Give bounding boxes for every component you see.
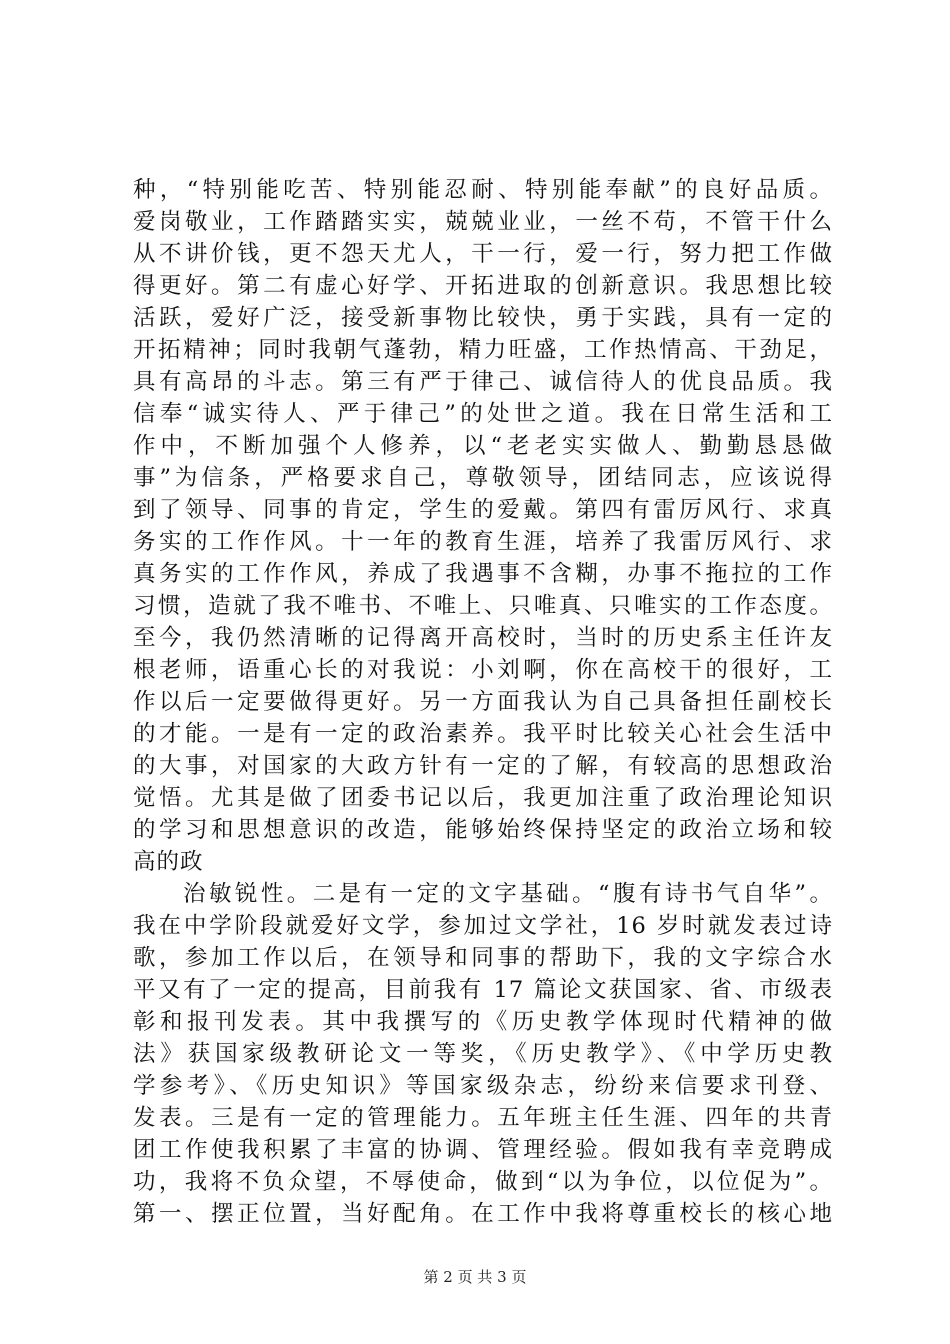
body-text: [133, 174, 833, 1230]
page-footer: 第 2 页 共 3 页: [423, 1268, 527, 1286]
text-line: 我在中学阶段就爱好文学，参加过文学社，16 岁时就发表过诗: [133, 913, 833, 939]
text-line: 事”为信条，严格要求自己，尊敬领导，团结同志，应该说得: [133, 465, 833, 491]
paragraph-1: [133, 174, 833, 878]
text-line: 法》获国家级教研论文一等奖，《历史教学》、《中学历史教: [133, 1041, 833, 1067]
text-line: 歌，参加工作以后，在领导和同事的帮助下，我的文字综合水: [133, 945, 833, 971]
text-line: 至今，我仍然清晰的记得离开高校时，当时的历史系主任许友: [133, 625, 833, 651]
text-line: 信奉“诚实待人、严于律己”的处世之道。我在日常生活和工: [133, 401, 833, 427]
text-line: 真务实的工作作风，养成了我遇事不含糊，办事不拖拉的工作: [133, 561, 833, 587]
text-line: 高的政: [133, 849, 204, 875]
text-line: 爱岗敬业，工作踏踏实实，兢兢业业，一丝不苟，不管干什么: [133, 209, 833, 235]
text-line: 活跃，爱好广泛，接受新事物比较快，勇于实践，具有一定的: [133, 305, 833, 331]
paragraph-2: [133, 878, 833, 1230]
text-line: 第一、摆正位置，当好配角。在工作中我将尊重校长的核心地: [133, 1201, 833, 1227]
text-line: 作中，不断加强个人修养，以“老老实实做人、勤勤恳恳做: [133, 433, 833, 459]
text-line: 到了领导、同事的肯定，学生的爱戴。第四有雷厉风行、求真: [133, 497, 833, 523]
text-line: 根老师，语重心长的对我说：小刘啊，你在高校干的很好，工: [133, 657, 833, 683]
text-line: 务实的工作作风。十一年的教育生涯，培养了我雷厉风行、求: [133, 529, 833, 555]
text-line: 具有高昂的斗志。第三有严于律己、诚信待人的优良品质。我: [133, 369, 833, 395]
text-line: 团工作使我积累了丰富的协调、管理经验。假如我有幸竞聘成: [133, 1137, 833, 1163]
text-line: 发表。三是有一定的管理能力。五年班主任生涯、四年的共青: [133, 1105, 833, 1131]
text-line: 治敏锐性。二是有一定的文字基础。“腹有诗书气自华”。: [183, 881, 833, 907]
text-line: 的大事，对国家的大政方针有一定的了解，有较高的思想政治: [133, 753, 833, 779]
text-line: 彰和报刊发表。其中我撰写的《历史教学体现时代精神的做: [133, 1009, 833, 1035]
text-line: 作以后一定要做得更好。另一方面我认为自己具备担任副校长: [133, 689, 833, 715]
text-line: 平又有了一定的提高，目前我有 17 篇论文获国家、省、市级表: [133, 977, 833, 1003]
text-line: 功，我将不负众望，不辱使命，做到“以为争位，以位促为”。: [133, 1169, 833, 1195]
text-line: 的才能。一是有一定的政治素养。我平时比较关心社会生活中: [133, 721, 833, 747]
text-line: 习惯，造就了我不唯书、不唯上、只唯真、只唯实的工作态度。: [133, 593, 833, 619]
text-line: 觉悟。尤其是做了团委书记以后，我更加注重了政治理论知识: [133, 785, 833, 811]
text-line: 从不讲价钱，更不怨天尤人，干一行，爱一行，努力把工作做: [133, 241, 833, 267]
text-line: 得更好。第二有虚心好学、开拓进取的创新意识。我思想比较: [133, 273, 833, 299]
text-line: 的学习和思想意识的改造，能够始终保持坚定的政治立场和较: [133, 817, 833, 843]
text-line: 种，“特别能吃苦、特别能忍耐、特别能奉献”的良好品质。: [133, 177, 833, 203]
text-line: 开拓精神；同时我朝气蓬勃，精力旺盛，工作热情高、干劲足，: [133, 337, 833, 363]
text-line: 学参考》、《历史知识》等国家级杂志，纷纷来信要求刊登、: [133, 1073, 833, 1099]
